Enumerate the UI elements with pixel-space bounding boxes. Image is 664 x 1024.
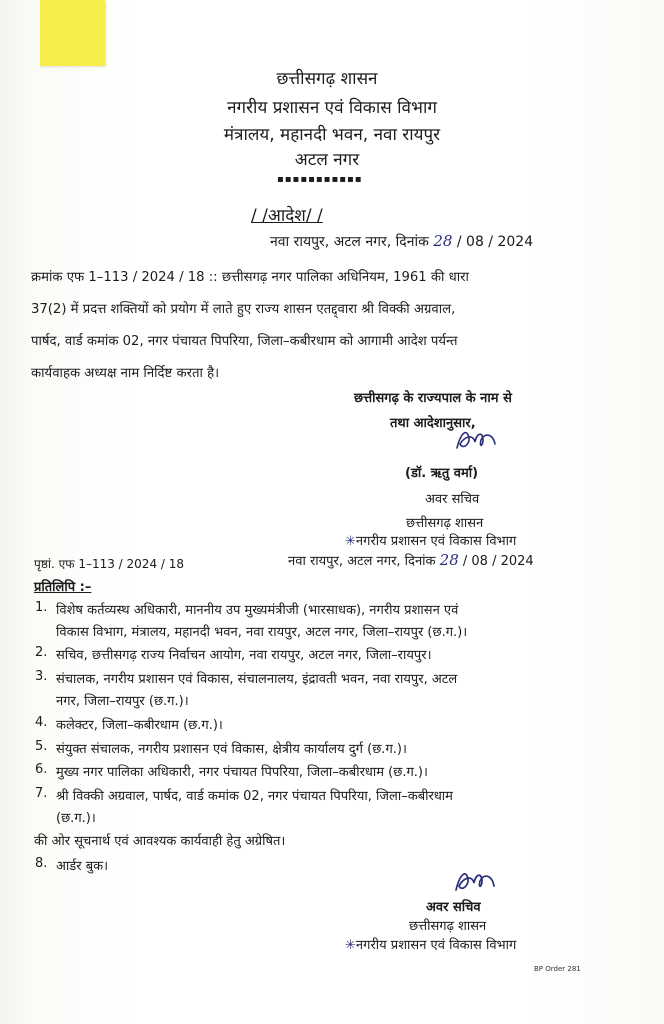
copy-heading: प्रतिलिपि :– bbox=[34, 580, 92, 595]
order-day-handwritten: 28 bbox=[433, 232, 453, 250]
copy-item-5-line-1: संयुक्त संचालक, नगरीय प्रशासन एवं विकास, क्षेत्रीय कार्यालय दुर्ग (छ.ग.)। bbox=[56, 742, 407, 757]
order-body-line-4: कार्यवाहक अध्यक्ष नाम निर्दिष्ट करता है। bbox=[31, 366, 220, 381]
footer-order-code: BP Order 281 bbox=[534, 965, 581, 973]
copy-item-3-line-2: नगर, जिला–रायपुर (छ.ग.)। bbox=[56, 694, 189, 709]
signatory-dept-text: नगरीय प्रशासन एवं विकास विभाग bbox=[355, 534, 517, 549]
order-title: / /आदेश/ / bbox=[251, 206, 323, 226]
authority-line-2: तथा आदेशानुसार, bbox=[390, 416, 476, 431]
signatory-name: (डॉ. ऋतु वर्मा) bbox=[405, 466, 479, 481]
sticky-note bbox=[40, 0, 105, 66]
copy-item-4-no: 4. bbox=[35, 715, 48, 730]
endorsement-place-date bbox=[288, 551, 534, 569]
copy-item-5-no: 5. bbox=[35, 739, 48, 754]
copy-item-1-line-2: विकास विभाग, मंत्रालय, महानदी भवन, नवा रायपुर, अटल नगर, जिला–रायपुर (छ.ग.)। bbox=[56, 625, 468, 640]
bottom-signatory-govt: छत्तीसगढ़ शासन bbox=[409, 919, 487, 934]
city-name: अटल नगर bbox=[294, 150, 360, 170]
copy-item-2-line-1: सचिव, छत्तीसगढ़ राज्य निर्वाचन आयोग, नवा रायपुर, अटल नगर, जिला–रायपुर। bbox=[56, 648, 432, 663]
copy-item-6-line-1: मुख्य नगर पालिका अधिकारी, नगर पंचायत पिपरिया, जिला–कबीरधाम (छ.ग.)। bbox=[56, 765, 428, 780]
copy-item-7-line-1: श्री विक्की अग्रवाल, पार्षद, वार्ड कमांक 02, नगर पंचायत पिपरिया, जिला–कबीरधाम bbox=[56, 789, 453, 804]
endorsement-month-year: / 08 / 2024 bbox=[462, 554, 534, 569]
copy-item-1-no: 1. bbox=[35, 600, 48, 615]
header-ornament: ▪▪▪▪▪▪▪▪▪▪▪ bbox=[277, 174, 363, 185]
department-name: नगरीय प्रशासन एवं विकास विभाग bbox=[227, 98, 437, 118]
govt-name: छत्तीसगढ़ शासन bbox=[276, 69, 378, 89]
bottom-signatory-dept-text: नगरीय प्रशासन एवं विकास विभाग bbox=[355, 938, 517, 953]
bottom-asterisk-mark-icon: ✳ bbox=[345, 938, 356, 953]
bottom-signature-image bbox=[452, 866, 498, 896]
endorsement-number: पृष्ठां. एफ 1–113 / 2024 / 18 bbox=[34, 557, 185, 571]
copy-item-1-line-1: विशेष कर्तव्यस्थ अधिकारी, माननीय उप मुख्यमंत्रीजी (भारसाधक), नगरीय प्रशासन एवं bbox=[56, 603, 459, 618]
copy-item-8-text: आर्डर बुक। bbox=[56, 859, 109, 874]
endorsement-place-label: नवा रायपुर, अटल नगर, दिनांक bbox=[288, 554, 436, 569]
copy-item-3-line-1: संचालक, नगरीय प्रशासन एवं विकास, संचालनालय, इंद्रावती भवन, नवा रायपुर, अटल bbox=[56, 672, 458, 687]
office-address: मंत्रालय, महानदी भवन, नवा रायपुर bbox=[223, 125, 441, 145]
copy-item-7-no: 7. bbox=[35, 786, 48, 801]
order-body-line-3: पार्षद, वार्ड कमांक 02, नगर पंचायत पिपरिया, जिला–कबीरधाम को आगामी आदेश पर्यन्त bbox=[31, 334, 458, 349]
bottom-signatory-dept bbox=[345, 935, 516, 953]
signatory-dept bbox=[345, 531, 516, 549]
copy-item-4-line-1: कलेक्टर, जिला–कबीरधाम (छ.ग.)। bbox=[56, 718, 223, 733]
order-month-year: / 08 / 2024 bbox=[456, 234, 534, 250]
signatory-designation: अवर सचिव bbox=[425, 492, 480, 507]
copy-item-3-no: 3. bbox=[35, 669, 48, 684]
copy-item-8-no: 8. bbox=[35, 856, 48, 871]
order-place-label: नवा रायपुर, अटल नगर, दिनांक bbox=[270, 234, 429, 250]
bottom-signatory-designation: अवर सचिव bbox=[426, 900, 481, 915]
signature-image bbox=[453, 426, 499, 454]
copy-forward-note: की ओर सूचनार्थ एवं आवश्यक कार्यवाही हेतु अग्रेषित। bbox=[34, 834, 286, 849]
copy-item-7-line-2: (छ.ग.)। bbox=[56, 811, 96, 826]
order-place-date bbox=[270, 232, 533, 251]
endorsement-day-handwritten: 28 bbox=[439, 551, 459, 569]
order-body-line-2: 37(2) में प्रदत्त शक्तियों को प्रयोग में लाते हुए राज्य शासन एतद्द्वारा श्री विक्की अग्रवाल, bbox=[31, 302, 456, 317]
signatory-govt: छत्तीसगढ़ शासन bbox=[406, 516, 484, 531]
copy-item-2-no: 2. bbox=[35, 645, 48, 660]
asterisk-mark-icon: ✳ bbox=[345, 534, 356, 549]
authority-line-1: छत्तीसगढ़ के राज्यपाल के नाम से bbox=[354, 391, 512, 406]
copy-item-6-no: 6. bbox=[35, 762, 48, 777]
order-body-line-1: क्रमांक एफ 1–113 / 2024 / 18 :: छत्तीसगढ़ नगर पालिका अधिनियम, 1961 की धारा bbox=[31, 270, 469, 285]
